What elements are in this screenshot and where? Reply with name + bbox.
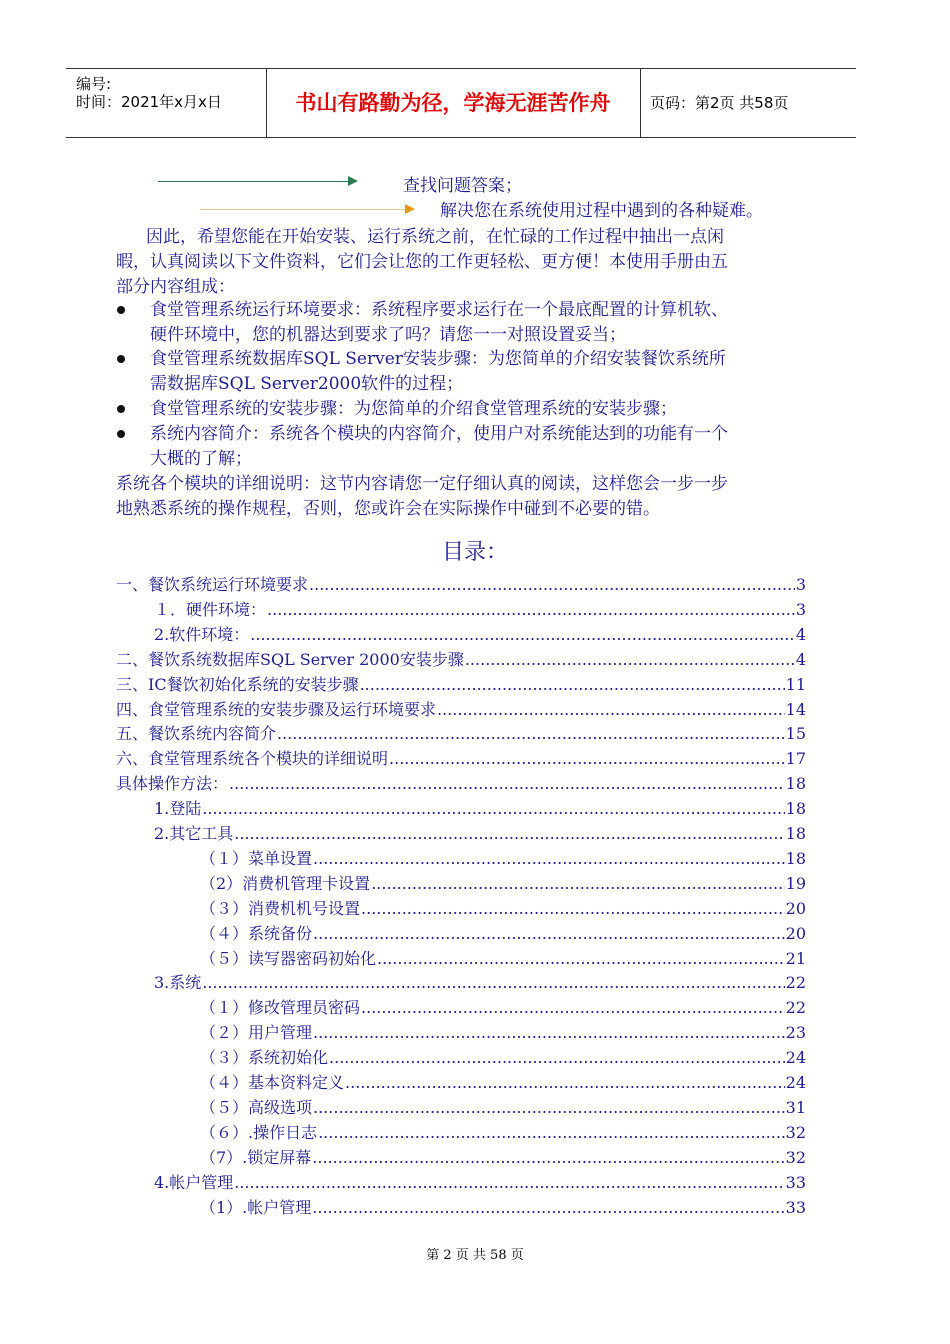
toc-entry[interactable] (116, 648, 806, 672)
toc-entry-title: 1.登陆 (154, 799, 202, 819)
toc-entry-title: 三、IC餐饮初始化系统的安装步骤 (116, 674, 359, 694)
toc-entry[interactable] (200, 947, 806, 971)
detail-paragraph-line: 系统各个模块的详细说明：这节内容请您一定仔细认真的阅读，这样您会一步一步 (116, 474, 728, 494)
toc-entry-page: 32 (785, 1147, 806, 1167)
toc-leader-dots (437, 698, 785, 722)
toc-leader-dots (234, 822, 784, 846)
toc-entry-page: 22 (785, 973, 806, 993)
toc-entry-page: 18 (785, 799, 806, 819)
toc-entry-title: （５）读写器密码初始化 (200, 948, 377, 968)
bullet-item-line: 系统内容简介：系统各个模块的内容简介，使用户对系统能达到的功能有一个 (150, 424, 728, 444)
toc-entry-page: 23 (785, 1023, 806, 1043)
toc-entry[interactable] (154, 598, 806, 622)
bullet-item-line: 食堂管理系统的安装步骤：为您简单的介绍食堂管理系统的安装步骤； (150, 399, 677, 419)
toc-leader-dots (277, 722, 785, 746)
toc-entry-page: 33 (785, 1197, 806, 1217)
toc-leader-dots (371, 872, 784, 896)
toc-entry-title: 3.系统 (154, 973, 202, 993)
toc-entry-page: 18 (785, 824, 806, 843)
toc-leader-dots (360, 673, 785, 697)
toc-leader-dots (313, 847, 785, 871)
arrow-head-2 (405, 204, 415, 214)
toc-leader-dots (250, 623, 795, 647)
bullet-dot (117, 405, 125, 413)
toc-leader-dots (267, 598, 795, 622)
bullet-item-line: 食堂管理系统运行环境要求：系统程序要求运行在一个最底配置的计算机软、 (150, 300, 728, 320)
toc-entry[interactable] (116, 573, 806, 597)
toc-entry-page: 24 (785, 1073, 806, 1092)
toc-leader-dots (202, 971, 784, 995)
toc-entry-page: 14 (785, 699, 806, 719)
bullet-dot (117, 355, 125, 363)
toc-entry-page: 3 (795, 575, 806, 594)
toc-entry-page: 32 (785, 1122, 806, 1142)
toc-entry-page: 18 (785, 774, 806, 794)
toc-leader-dots (329, 1046, 785, 1070)
toc-entry[interactable] (200, 897, 806, 921)
time-label: 时间：2021年x月x日 (76, 93, 222, 111)
toc-entry-title: （４）基本资料定义 (200, 1073, 345, 1092)
toc-entry-title: １．硬件环境： (154, 599, 267, 619)
number-label: 编号: (76, 75, 112, 93)
toc-entry-page: 15 (785, 724, 806, 744)
toc-entry[interactable] (154, 822, 806, 846)
toc-leader-dots (313, 1021, 785, 1045)
toc-entry-page: 33 (785, 1172, 806, 1192)
toc-entry-title: （7）.锁定屏幕 (200, 1147, 312, 1167)
header-info-cell (66, 69, 266, 137)
toc-entry-title: 六、食堂管理系统各个模块的详细说明 (116, 749, 389, 769)
intro-paragraph-line: 部分内容组成： (116, 277, 235, 297)
toc-leader-dots (389, 747, 785, 771)
toc-entry-title: 二、餐饮系统数据库SQL Server 2000安装步骤 (116, 649, 464, 669)
bullet-item-line: 大概的了解； (150, 449, 252, 469)
toc-entry-page: 21 (785, 948, 806, 968)
toc-entry-page: 20 (785, 898, 806, 918)
toc-leader-dots (202, 797, 784, 821)
toc-entry[interactable] (200, 872, 806, 896)
toc-entry-title: （３）消费机机号设置 (200, 898, 361, 918)
toc-entry-title: 2.其它工具 (154, 824, 234, 843)
toc-entry[interactable] (200, 1146, 806, 1170)
toc-leader-dots (318, 1121, 785, 1145)
toc-leader-dots (312, 1196, 784, 1220)
toc-entry-page: 24 (785, 1048, 806, 1068)
toc-leader-dots (345, 1071, 785, 1095)
toc-entry-page: 31 (785, 1097, 806, 1117)
page-header (66, 68, 856, 138)
toc-entry-page: 20 (785, 923, 806, 943)
toc-entry-page: 18 (785, 848, 806, 868)
arrow-head-1 (348, 176, 358, 186)
toc-title: 目录： (441, 540, 508, 565)
toc-entry[interactable] (116, 772, 806, 796)
toc-entry-title: （４）系统备份 (200, 923, 313, 943)
toc-leader-dots (361, 996, 785, 1020)
toc-entry-title: （３）系统初始化 (200, 1048, 329, 1068)
toc-entry-page: 22 (785, 998, 806, 1018)
arrow-text-1: 查找问题答案； (403, 176, 522, 196)
toc-leader-dots (309, 573, 795, 597)
toc-entry-title: （2）消费机管理卡设置 (200, 873, 371, 893)
toc-entry-page: 19 (785, 873, 806, 893)
toc-entry[interactable] (154, 797, 806, 821)
arrow-text-2: 解决您在系统使用过程中遇到的各种疑难。 (440, 201, 763, 221)
toc-entry-page: 17 (785, 749, 806, 769)
toc-leader-dots (361, 897, 785, 921)
toc-entry[interactable] (200, 1071, 806, 1095)
toc-entry-title: （５）高级选项 (200, 1097, 313, 1117)
bullet-item-line: 食堂管理系统数据库SQL Server安装步骤：为您简单的介绍安装餐饮系统所 (150, 349, 726, 369)
toc-entry[interactable] (154, 623, 806, 647)
bullet-dot (117, 430, 125, 438)
toc-entry-title: 五、餐饮系统内容简介 (116, 724, 277, 744)
toc-entry-title: （１）菜单设置 (200, 848, 313, 868)
toc-entry[interactable] (154, 1171, 806, 1195)
intro-paragraph-line: 暇，认真阅读以下文件资料，它们会让您的工作更轻松、更方便！本使用手册由五 (116, 252, 728, 272)
toc-entry-page: 4 (795, 624, 806, 644)
toc-entry[interactable] (200, 1196, 806, 1220)
toc-leader-dots (377, 947, 785, 971)
toc-leader-dots (465, 648, 795, 672)
toc-entry-title: （１）修改管理员密码 (200, 998, 361, 1018)
toc-entry-title: （1）.帐户管理 (200, 1197, 312, 1217)
toc-entry[interactable] (200, 1021, 806, 1045)
toc-entry-page: 4 (795, 649, 806, 669)
toc-entry-title: 2.软件环境： (154, 624, 250, 644)
toc-entry-page: 3 (795, 599, 806, 619)
header-divider (640, 69, 641, 137)
toc-entry[interactable] (116, 673, 806, 697)
toc-leader-dots (313, 922, 785, 946)
intro-paragraph-line: 因此，希望您能在开始安装、运行系统之前，在忙碌的工作过程中抽出一点闲 (146, 227, 724, 247)
arrow-line-1 (158, 181, 348, 182)
toc-leader-dots (234, 1171, 784, 1195)
toc-entry[interactable] (200, 847, 806, 871)
toc-leader-dots (229, 772, 785, 796)
header-motto: 书山有路勤为径，学海无涯苦作舟 (295, 91, 611, 115)
toc-entry[interactable] (200, 996, 806, 1020)
toc-entry-title: （２）用户管理 (200, 1023, 313, 1043)
toc-entry-title: 具体操作方法： (116, 774, 229, 794)
detail-paragraph-line: 地熟悉系统的操作规程，否则，您或许会在实际操作中碰到不必要的错。 (116, 499, 660, 519)
bullet-item-line: 硬件环境中，您的机器达到要求了吗？请您一一对照设置妥当； (150, 325, 626, 345)
toc-entry[interactable] (116, 747, 806, 771)
page-footer: 第 2 页 共 58 页 (426, 1248, 524, 1263)
toc-entry-title: （６）.操作日志 (200, 1122, 318, 1142)
bullet-item-line: 需数据库SQL Server2000软件的过程； (150, 374, 464, 394)
toc-leader-dots (313, 1096, 785, 1120)
toc-leader-dots (312, 1146, 784, 1170)
toc-entry[interactable] (116, 698, 806, 722)
header-page-label: 页码：第2页 共58页 (650, 94, 789, 112)
bullet-dot (117, 306, 125, 314)
toc-entry-title: 4.帐户管理 (154, 1172, 234, 1192)
toc-entry[interactable] (154, 971, 806, 995)
toc-entry[interactable] (200, 1096, 806, 1120)
toc-entry-title: 四、食堂管理系统的安装步骤及运行环境要求 (116, 699, 437, 719)
toc-entry[interactable] (200, 1046, 806, 1070)
toc-entry[interactable] (116, 722, 806, 746)
toc-entry-page: 11 (785, 674, 806, 694)
toc-entry-title: 一、餐饮系统运行环境要求 (116, 575, 309, 594)
toc-entry[interactable] (200, 1121, 806, 1145)
arrow-line-2 (200, 209, 405, 210)
toc-entry[interactable] (200, 922, 806, 946)
